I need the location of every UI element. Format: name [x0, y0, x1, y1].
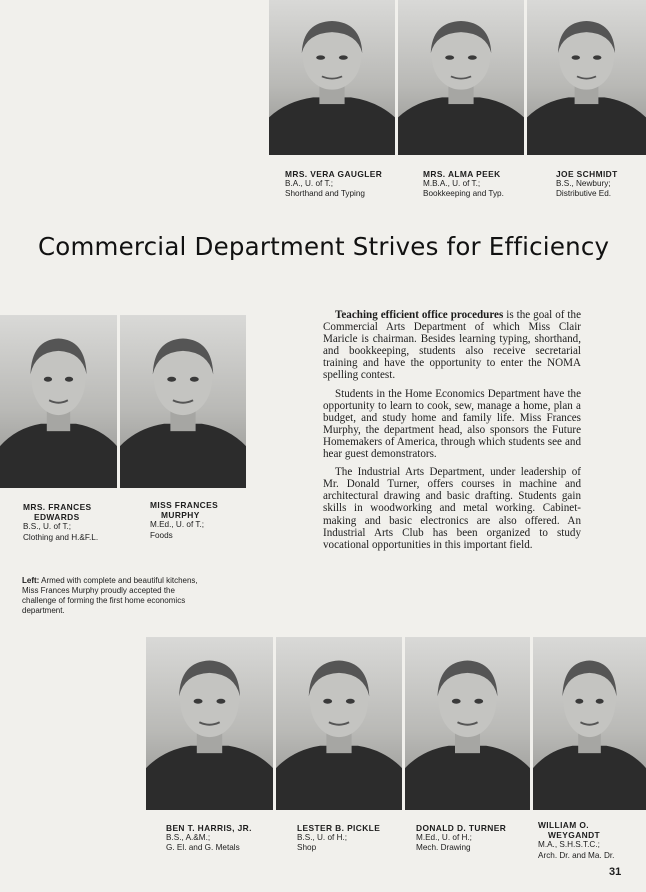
faculty-name-line2: WEYGANDT: [548, 830, 601, 841]
faculty-degree: B.S., A.&M.;: [166, 833, 211, 843]
caption-label: Left:: [22, 576, 40, 585]
caption-ben-harris: [166, 823, 252, 854]
portrait-donald-turner: [405, 637, 530, 810]
faculty-subject: G. El. and G. Metals: [166, 843, 240, 853]
faculty-name: JOE SCHMIDT: [556, 169, 618, 179]
faculty-degree: M.Ed., U. of H.;: [416, 833, 472, 843]
faculty-subject: Arch. Dr. and Ma. Dr.: [538, 850, 615, 860]
article-body: [323, 309, 581, 557]
faculty-subject: Shop: [297, 843, 317, 853]
faculty-degree: M.A., S.H.S.T.C.;: [538, 840, 600, 850]
faculty-degree: M.B.A., U. of T.;: [423, 179, 481, 189]
paragraph-home-economics: Students in the Home Economics Department have the opportunity to learn to cook, sew, manage a home, plan a budget, and study home and family life. Miss Frances Murphy, the department head, also sponsors the Future Homemakers of America, through which students see and hear guest demonstrators.: [323, 387, 581, 461]
caption-frances-murphy: [150, 500, 218, 541]
caption-vera-gaugler: [285, 169, 382, 200]
caption-lester-pickle: [297, 823, 380, 854]
portrait-lester-pickle: [276, 637, 402, 810]
faculty-name-line2: MURPHY: [161, 510, 200, 521]
faculty-degree: M.Ed., U. of T.;: [150, 520, 204, 530]
faculty-subject: Mech. Drawing: [416, 843, 471, 853]
paragraph-lead: Teaching efficient office procedures: [335, 309, 504, 321]
portrait-vera-gaugler: [269, 0, 395, 155]
portrait-frances-edwards: [0, 315, 117, 488]
caption-donald-turner: [416, 823, 506, 854]
faculty-subject: Foods: [150, 530, 173, 540]
faculty-degree: B.S., U. of T.;: [23, 522, 72, 532]
page-number: 31: [609, 866, 622, 878]
faculty-name-line2: EDWARDS: [34, 512, 80, 523]
caption-frances-edwards: [23, 502, 98, 543]
faculty-subject: Shorthand and Typing: [285, 189, 365, 199]
faculty-name: MRS. FRANCES: [23, 502, 92, 512]
portrait-joe-schmidt: [527, 0, 646, 155]
faculty-name: MISS FRANCES: [150, 500, 219, 510]
page-headline: Commercial Department Strives for Efficiency: [38, 232, 610, 261]
faculty-degree: B.S., U. of H.;: [297, 833, 348, 843]
portrait-frances-murphy: [120, 315, 246, 488]
faculty-name: BEN T. HARRIS, JR.: [166, 823, 252, 833]
photo-caption: [22, 576, 200, 616]
faculty-subject: Distributive Ed.: [556, 189, 612, 199]
faculty-subject: Clothing and H.&F.L.: [23, 532, 99, 542]
faculty-name: WILLIAM O.: [538, 820, 589, 830]
faculty-name: MRS. VERA GAUGLER: [285, 169, 383, 179]
paragraph-commercial: [323, 309, 581, 382]
paragraph-industrial-arts: The Industrial Arts Department, under leadership of Mr. Donald Turner, offers courses in machine and architectural drawing and basic drafting. Students gain skills in woodworking and metal working. Cabinet-making and basic electronics are also offered. An Industrial Arts Club has been organized to study vocational opportunities in this important field.: [323, 466, 581, 551]
caption-william-weygandt: [538, 820, 614, 861]
faculty-degree: B.A., U. of T.;: [285, 179, 334, 189]
faculty-name: DONALD D. TURNER: [416, 823, 507, 833]
caption-alma-peek: [423, 169, 504, 200]
faculty-degree: B.S., Newbury;: [556, 179, 611, 189]
caption-joe-schmidt: [556, 169, 618, 200]
portrait-william-weygandt: [533, 637, 646, 810]
paragraph-text: is the goal of the Commercial Arts Department of which Miss Clair Maricle is chairman. Besides learning typing, shorthand, and bookkeeping, students also receive secretarial training and have the opportunity to enter the NOMA spelling contest.: [323, 309, 581, 382]
faculty-subject: Bookkeeping and Typ.: [423, 189, 504, 199]
faculty-name: LESTER B. PICKLE: [297, 823, 381, 833]
faculty-name: MRS. ALMA PEEK: [423, 169, 501, 179]
caption-text: Armed with complete and beautiful kitchens, Miss Frances Murphy proudly accepted the challenge of forming the first home economics department.: [22, 576, 198, 615]
portrait-ben-harris: [146, 637, 273, 810]
portrait-alma-peek: [398, 0, 524, 155]
